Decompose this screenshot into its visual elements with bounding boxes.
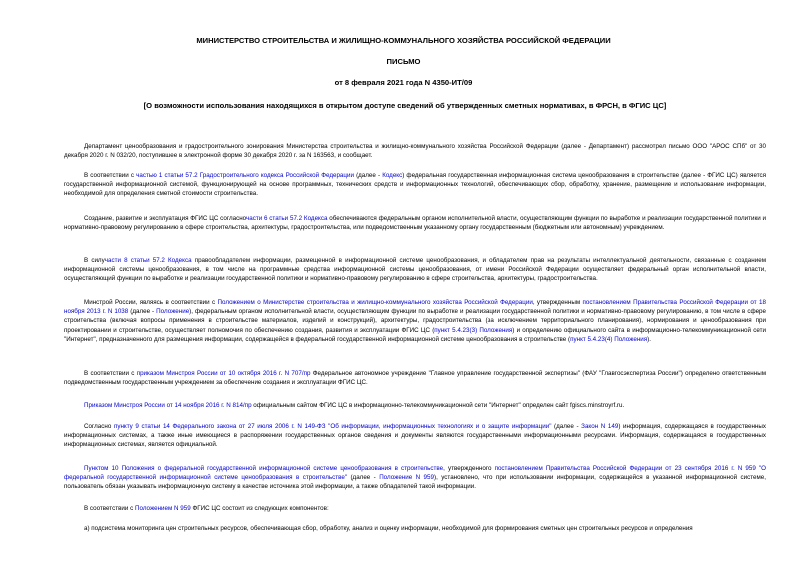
text: В силу (84, 257, 105, 264)
paragraph-9 (64, 464, 766, 492)
link-zakon-149-fz[interactable]: пункту 9 статьи 14 Федерального закона от 27 июля 2006 г. N 149-ФЗ "Об информации, информационных технологиях и о защите информации" (113, 423, 552, 430)
link-polozhenie[interactable]: Положение (156, 308, 190, 316)
text: (далее - (353, 172, 383, 179)
text: обеспечиваются федеральным органом исполнительной власти, осуществляющим функции по выработке и реализации государственной политики и нормативно-правовому регулированию в сфере строительства, архитектуры, градостроительства, или подведомственным указанному органу государственным (бюджетным или автономным) учреждением. (64, 215, 767, 232)
text: (далее - (551, 423, 582, 430)
text: , утвержденного (443, 465, 495, 472)
text: Департамент ценообразования и градостроительного зонирования Министерства строительства и жилищно-коммунального хозяйства Российской Федерации (далее - Департамент) рассмотрел письмо ООО "АРОС СПб" от 30 декабря 2020 г. N 032/20, поступившее в электронной форме 30 декабря 2020 г. за N 163563, и сообщает. (64, 143, 766, 160)
document-title: [О возможности использования находящихся в открытом доступе сведений об утвержденных сметных нормативах, в ФРСН, в ФГИС ЦС] (143, 101, 667, 110)
link-prikaz-814[interactable]: Приказом Минстроя России от 14 ноября 2016 г. N 814/пр (84, 402, 252, 409)
link-article-57-2-part-1[interactable]: частью 1 статьи 57.2 Градостроительного кодекса Российской Федерации (136, 172, 354, 179)
ministry-heading: МИНИСТЕРСТВО СТРОИТЕЛЬСТВА И ЖИЛИЩНО-КОММУНАЛЬНОГО ХОЗЯЙСТВА РОССИЙСКОЙ ФЕДЕРАЦИИ (196, 36, 611, 45)
text: ). (647, 335, 651, 343)
text: Минстрой России, являясь в соответствии с (84, 299, 218, 306)
link-zakon-149[interactable]: Закон N 149 (581, 423, 619, 430)
paragraph-1 (64, 142, 766, 160)
text: , утвержденным (532, 299, 583, 306)
text: Создание, развитие и эксплуатация ФГИС ЦС согласно (84, 215, 247, 222)
text: В соответствии с (84, 370, 137, 377)
link-postanovlenie-959[interactable]: постановлением Правительства Российской Федерации от 23 сентября 2016 г. N 959 "О федеральной государственной информационной системе ценообразования в строительстве" (64, 465, 766, 482)
paragraph-7 (64, 401, 766, 410)
text: а) подсистема мониторинга цен строительных ресурсов, обеспечивающая сбор, обработку, анализ и оценку информации, необходимой для формирования сметных цен строительных ресурсов и определения (84, 525, 693, 532)
link-article-57-2-part-6[interactable]: части 6 статьи 57.2 Кодекса (246, 215, 328, 222)
text: Согласно (84, 423, 114, 430)
text: ), федеральным органом исполнительной власти, осуществляющим функции по выработке и реализации государственной политики и нормативно-правовому регулированию, в том числе в сфере строительства (включая вопросы применения в строительстве материалов, изделий и конструкций), архитектуры, градостроительства (за исключением территориального планирования), нормирования и ценообразования при проектировании и строительстве, осуществляет полномочия по обеспечению создания, развития и эксплуатации ФГИС ЦС ( (64, 308, 767, 334)
link-punkt-5-4-23-4[interactable]: пункт 5.4.23(4) Положения (570, 335, 648, 343)
text: официальным сайтом ФГИС ЦС в информационно-телекоммуникационной сети "Интернет" определен сайт fgiscs.minstroyrf.ru. (251, 402, 625, 409)
link-kodeks[interactable]: Кодекс (382, 172, 403, 179)
text: ) информация, содержащаяся в государственных информационных системах, а также иные имеющиеся в распоряжении государственных органов сведения и документы являются государственными информационными ресурсами. Информация, содержащаяся в государственных информационных системах, является официальной. (64, 423, 766, 449)
paragraph-2 (64, 171, 766, 199)
paragraph-6 (64, 369, 766, 387)
text: правообладателем информации, размещенной в информационной системе ценообразования, и обладателем прав на результаты интеллектуальной деятельности, связанные с созданием информационной системы ценообразования, в том числе на программные средства информационной системы ценообразования, от имени Российской Федерации осуществляет федеральный орган исполнительной власти, осуществляющий функции по выработке и реализации государственной политики и нормативно-правовому регулированию в сфере строительства, архитектуры, градостроительства. (64, 257, 766, 283)
link-prikaz-707[interactable]: приказом Минстроя России от 10 октября 2016 г. N 707/пр (136, 370, 311, 377)
link-polozhenie-959-2[interactable]: Положением N 959 (134, 505, 191, 512)
text: В соответствии с (84, 505, 135, 512)
text: Федеральное автономное учреждение "Главное управление государственной экспертизы" (ФАУ "Главгосэкспертиза России") определено ответственным подведомственным государственным учреждением за обеспечение создания и эксплуатации ФГИС ЦС. (64, 370, 766, 387)
paragraph-3 (64, 214, 766, 232)
text: В соответствии с (84, 172, 137, 179)
paragraph-10 (64, 504, 766, 513)
text: ) федеральная государственная информационная система ценообразования в строительстве (далее - ФГИС ЦС) является государственной информационной системой, функционирующей на основе программных, технических средств и информационных технологий, обеспечивающих сбор, обработку, хранение, размещение и использование информации, необходимой для определения сметной стоимости строительства. (64, 172, 767, 198)
link-postanovlenie-1038[interactable]: постановлением Правительства Российской Федерации от 18 ноября 2013 г. N 1038 (64, 299, 766, 316)
link-article-57-2-part-8[interactable]: части 8 статьи 57.2 Кодекса (104, 257, 192, 264)
link-polozhenie-minstroy[interactable]: Положением о Министерстве строительства и жилищно-коммунального хозяйства Российской Федерации (217, 299, 533, 306)
paragraph-4 (64, 256, 766, 284)
link-punkt-10-polozheniya[interactable]: Пунктом 10 Положения о федеральной государственной информационной системе ценообразования в строительстве (84, 465, 444, 472)
paragraph-8 (64, 422, 766, 450)
link-polozhenie-959[interactable]: Положение N 959 (379, 474, 434, 482)
text: ) и определению официального сайта в информационно-телекоммуникационной сети "Интернет", предназначенного для размещения информации, содержащейся в федеральной государственной информационной системе ценообразования в строительстве ( (64, 326, 766, 343)
document-type: ПИСЬМО (386, 57, 421, 66)
text: ), установлено, что при использовании информации, содержащейся в указанной информационной системе, пользователь обязан указывать информационную систему в качестве источника этой информации, а также обладателей такой информации. (64, 474, 766, 491)
paragraph-5 (64, 298, 766, 344)
paragraph-11 (64, 524, 766, 533)
text: (далее - (347, 474, 380, 482)
document-date: от 8 февраля 2021 года N 4350-ИТ/09 (334, 78, 473, 87)
text: (далее - (128, 308, 157, 316)
link-punkt-5-4-23-3[interactable]: пункт 5.4.23(3) Положения (434, 326, 513, 334)
text: ФГИС ЦС состоит из следующих компонентов: (190, 505, 329, 512)
